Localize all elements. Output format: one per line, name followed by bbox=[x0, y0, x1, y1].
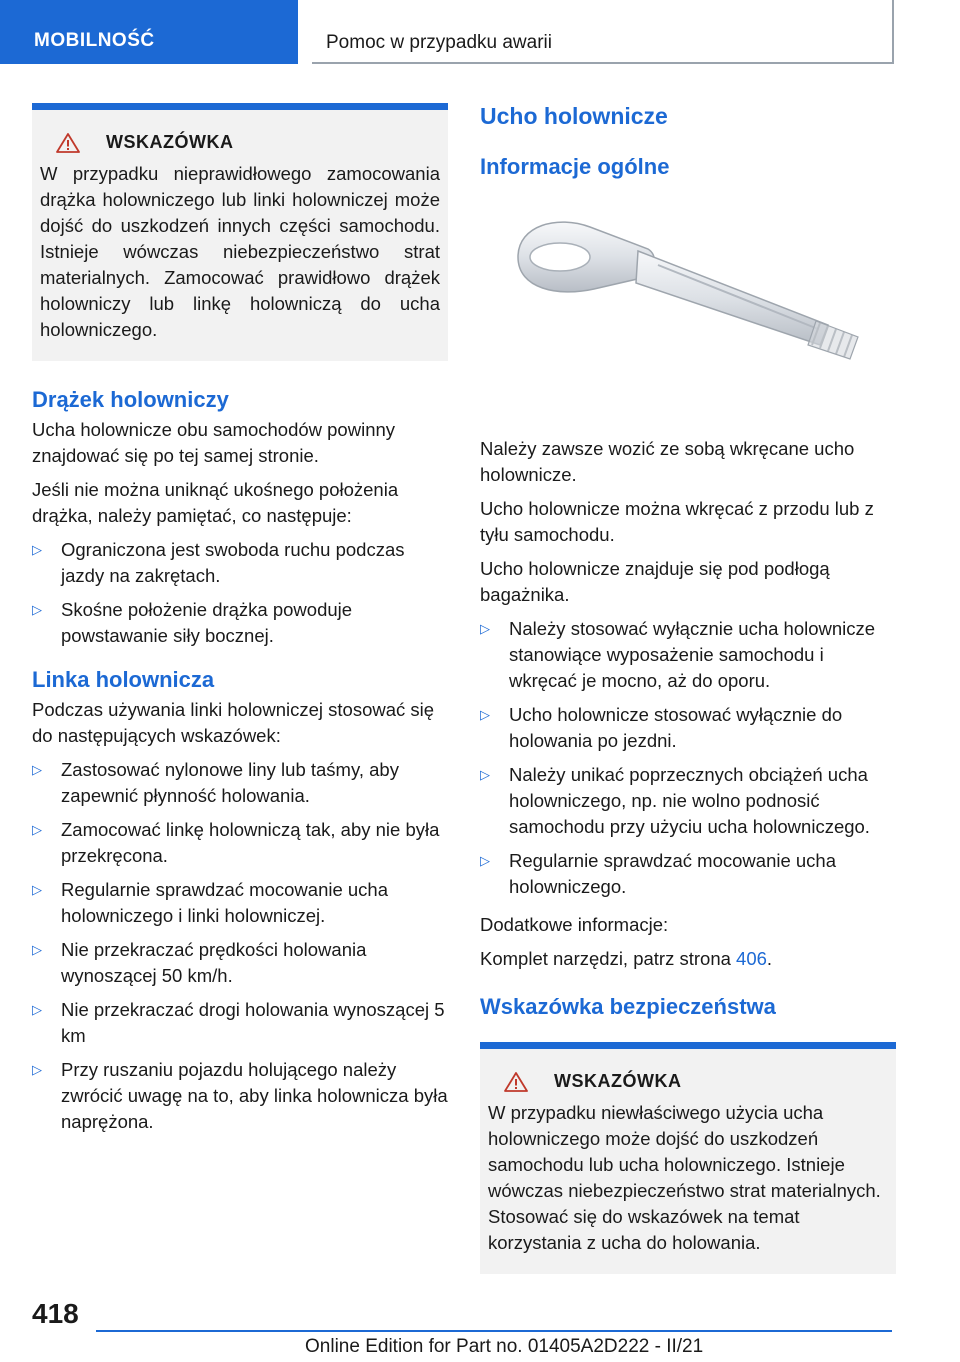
list-item bbox=[32, 937, 448, 989]
list-item-text: Regularnie sprawdzać mocowanie ucha holowniczego i linki holowniczej. bbox=[61, 879, 389, 926]
triangle-right-icon: ▷ bbox=[32, 1062, 42, 1077]
triangle-right-icon: ▷ bbox=[32, 882, 42, 897]
list-item bbox=[32, 817, 448, 869]
list-item-text: Zastosować nylonowe liny lub taśmy, aby zapewnić płynność holowania. bbox=[61, 759, 399, 806]
section-heading-bar: Drążek holowniczy bbox=[32, 387, 229, 412]
tow-eye-illustration bbox=[498, 205, 878, 405]
triangle-right-icon: ▷ bbox=[32, 762, 42, 777]
paragraph: Należy zawsze wozić ze sobą wkręcane ucho holownicze. bbox=[480, 438, 855, 485]
extra-info-label: Dodatkowe informacje: bbox=[480, 914, 669, 935]
list-item bbox=[32, 597, 448, 649]
list-item-text: Należy unikać poprzecznych obciążeń ucha holowniczego, np. nie wolno podnosić samochodu przy użyciu ucha holowniczego. bbox=[509, 764, 870, 837]
note-header bbox=[504, 1071, 888, 1092]
list-item-text: Należy stosować wyłącznie ucha holownicze stanowiące wyposażenie samochodu i wkręcać je mocno, aż do oporu. bbox=[509, 618, 876, 691]
list-item-text: Nie przekraczać prędkości holowania wynoszącej 50 km/h. bbox=[61, 939, 367, 986]
note-header bbox=[56, 132, 440, 153]
list-item-text: Ograniczona jest swoboda ruchu podczas jazdy na zakrętach. bbox=[61, 539, 405, 586]
list-item-text: Regularnie sprawdzać mocowanie ucha holowniczego. bbox=[509, 850, 837, 897]
section-heading-general: Informacje ogólne bbox=[480, 154, 670, 179]
list-item-text: Przy ruszaniu pojazdu holującego należy zwrócić uwagę na to, aby linka holownicza była naprężona. bbox=[61, 1059, 448, 1132]
left-column bbox=[32, 103, 448, 1145]
list-item bbox=[32, 877, 448, 929]
list-item bbox=[32, 1057, 448, 1135]
section-label: MOBILNOŚĆ bbox=[34, 30, 155, 51]
triangle-right-icon: ▷ bbox=[32, 942, 42, 957]
list-item bbox=[480, 848, 896, 900]
tow-eye-image bbox=[480, 180, 896, 430]
note-text: W przypadku niewłaściwego użycia ucha holowniczego może dojść do uszkodzeń samochodu lub ucha holowniczego. Istnieje wówczas niebezpieczeństwo strat materialnych. Stosować się do wskazówek na temat korzystania z ucha do holowania. bbox=[488, 1102, 881, 1253]
footer-edition: Online Edition for Part no. 01405A2D222 - II/21 bbox=[305, 1336, 704, 1357]
chapter-title: Pomoc w przypadku awarii bbox=[326, 32, 552, 53]
list-item bbox=[480, 702, 896, 754]
page-title: Ucho holownicze bbox=[480, 103, 668, 129]
paragraph: Ucha holownicze obu samochodów powinny znajdować się po tej samej stronie. bbox=[32, 419, 396, 466]
note-text: W przypadku nieprawidłowego zamocowania drążka holowniczego lub linki holowniczej może dojść do uszkodzeń innych części samochodu. Istnieje wówczas niebezpieczeństwo strat materialnych. Zamocować prawidłowo drążek holowniczy lub linkę holowniczą do ucha holowniczego. bbox=[40, 163, 440, 340]
triangle-right-icon: ▷ bbox=[32, 822, 42, 837]
extra-info bbox=[480, 946, 896, 972]
paragraph: Jeśli nie można uniknąć ukośnego położenia drążka, należy pamiętać, co następuje: bbox=[32, 479, 399, 526]
tow-eye-list bbox=[480, 616, 896, 900]
section-heading-rope: Linka holownicza bbox=[32, 667, 215, 692]
warning-note bbox=[480, 1042, 896, 1274]
warning-note bbox=[32, 103, 448, 361]
right-column bbox=[480, 103, 896, 1274]
paragraph: Ucho holownicze znajduje się pod podłogą bagażnika. bbox=[480, 558, 830, 605]
triangle-right-icon: ▷ bbox=[32, 1002, 42, 1017]
chapter-header bbox=[312, 0, 894, 64]
triangle-right-icon: ▷ bbox=[480, 707, 490, 722]
rope-list bbox=[32, 757, 448, 1135]
note-label: WSKAZÓWKA bbox=[554, 1071, 682, 1091]
page-link-406[interactable]: 406 bbox=[736, 948, 767, 969]
triangle-right-icon: ▷ bbox=[480, 853, 490, 868]
list-item bbox=[32, 997, 448, 1049]
list-item-text: Nie przekraczać drogi holowania wynoszącej 5 km bbox=[61, 999, 445, 1046]
note-label: WSKAZÓWKA bbox=[106, 132, 234, 152]
list-item bbox=[32, 757, 448, 809]
list-item bbox=[480, 762, 896, 840]
list-item-text: Ucho holownicze stosować wyłącznie do holowania po jezdni. bbox=[509, 704, 843, 751]
triangle-right-icon: ▷ bbox=[32, 542, 42, 557]
triangle-right-icon: ▷ bbox=[480, 621, 490, 636]
list-item-text: Skośne położenie drążka powoduje powstawanie siły bocznej. bbox=[61, 599, 353, 646]
section-tab bbox=[0, 0, 298, 64]
list-item-text: Zamocować linkę holowniczą tak, aby nie była przekręcona. bbox=[61, 819, 440, 866]
extra-info-dot: . bbox=[766, 948, 773, 969]
warning-triangle-icon bbox=[56, 133, 80, 153]
warning-triangle-icon bbox=[504, 1072, 528, 1092]
section-heading-safety: Wskazówka bezpieczeństwa bbox=[480, 994, 776, 1019]
paragraph: Ucho holownicze można wkręcać z przodu lub z tyłu samochodu. bbox=[480, 498, 874, 545]
paragraph: Podczas używania linki holowniczej stosować się do następujących wskazówek: bbox=[32, 699, 435, 746]
extra-info-text: Komplet narzędzi, patrz strona bbox=[480, 948, 731, 969]
list-item bbox=[32, 537, 448, 589]
bar-list bbox=[32, 537, 448, 649]
list-item bbox=[480, 616, 896, 694]
triangle-right-icon: ▷ bbox=[480, 767, 490, 782]
footer-divider bbox=[96, 1330, 892, 1332]
triangle-right-icon: ▷ bbox=[32, 602, 42, 617]
page-number: 418 bbox=[32, 1298, 79, 1329]
